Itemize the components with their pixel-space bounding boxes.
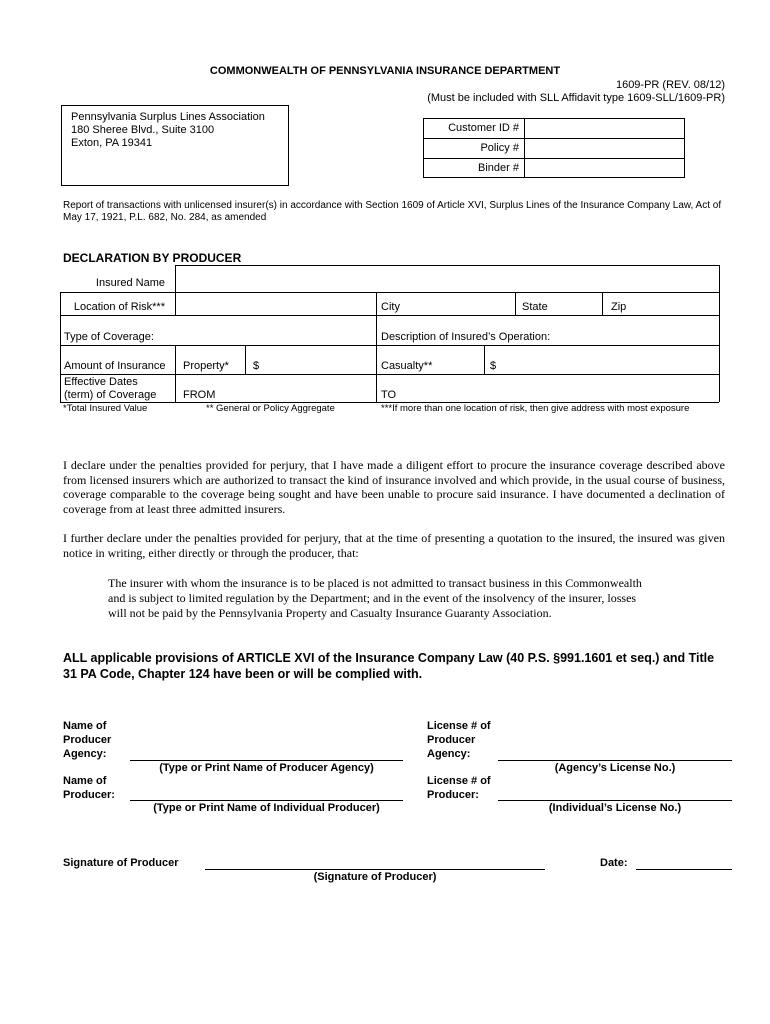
insurer-notice-paragraph: The insurer with whom the insurance is to be placed is not admitted to transact business in this Commonwealth and is subject to limited regulation by the Department; and in the event of the insolvency of the insurer, losses will not be paid by the Pennsylvania Property and Casualty Insurance Guaranty Association. (108, 576, 642, 620)
signature-caption: (Signature of Producer) (313, 871, 437, 883)
signature-field[interactable] (205, 850, 545, 868)
note-total-insured: *Total Insured Value (63, 403, 148, 414)
customer-id-field[interactable] (529, 122, 679, 136)
date-field[interactable] (636, 850, 732, 868)
agency-license-label: License # of Producer Agency: (427, 720, 491, 760)
producer-name-field[interactable] (130, 784, 403, 799)
producer-license-field[interactable] (498, 784, 732, 799)
to-label: TO (381, 389, 397, 401)
agency-name-field[interactable] (130, 744, 403, 759)
binder-label: Binder # (478, 162, 519, 174)
insured-name-field[interactable] (180, 268, 715, 290)
department-title: COMMONWEALTH OF PENNSYLVANIA INSURANCE DEPARTMENT (209, 65, 561, 77)
form-number: 1609-PR (REV. 08/12) (615, 79, 725, 91)
amount-label: Amount of Insurance (64, 360, 166, 372)
property-label: Property* (183, 360, 229, 372)
agency-name-caption: (Type or Print Name of Producer Agency) (159, 762, 374, 774)
address-line-3: Exton, PA 19341 (71, 137, 153, 149)
producer-name-label: Name of Producer: (63, 775, 115, 801)
state-label: State (522, 301, 548, 313)
property-dollar: $ (253, 360, 260, 372)
perjury-paragraph-2: I further declare under the penalties provided for perjury, that at the time of presenting a quotation to the insured, the insured was given notice in writing, either directly or through the producer, that: (63, 531, 725, 560)
zip-label: Zip (611, 301, 627, 313)
description-label: Description of Insured’s Operation: (381, 331, 551, 343)
affidavit-note: (Must be included with SLL Affidavit type 1609-SLL/1609-PR) (427, 92, 725, 104)
effective-dates-label-2: (term) of Coverage (64, 389, 157, 401)
casualty-label: Casualty** (381, 360, 433, 372)
from-label: FROM (183, 389, 216, 401)
insured-name-label: Insured Name (95, 277, 165, 289)
note-aggregate: ** General or Policy Aggregate (206, 403, 335, 414)
declaration-title: DECLARATION BY PRODUCER (63, 251, 242, 265)
address-line-1: Pennsylvania Surplus Lines Association (71, 111, 265, 123)
signature-label: Signature of Producer (63, 857, 179, 869)
location-label: Location of Risk*** (73, 301, 165, 313)
policy-label: Policy # (480, 142, 519, 154)
agency-name-label: Name of Producer Agency: (63, 720, 112, 760)
address-line-2: 180 Sheree Blvd., Suite 3100 (71, 124, 215, 136)
article-compliance: ALL applicable provisions of ARTICLE XVI of the Insurance Company Law (40 P.S. §991.1601 et seq.) and Title 31 PA Code, Chapter 124 have been or will be complied with. (63, 651, 715, 681)
policy-field[interactable] (529, 142, 679, 156)
producer-license-caption: (Individual’s License No.) (548, 802, 682, 814)
note-location: ***If more than one location of risk, then give address with most exposure (381, 403, 690, 414)
type-of-coverage-label: Type of Coverage: (64, 331, 154, 343)
agency-license-field[interactable] (498, 744, 732, 759)
city-label: City (381, 301, 400, 313)
location-field[interactable] (180, 295, 372, 313)
perjury-paragraph-1: I declare under the penalties provided for perjury, that I have made a diligent effort to procure the insurance coverage described above from licensed insurers which are authorized to transact the kind of insurance involved and which provide, in the usual course of business, coverage comparable to the coverage being sought and have been unable to procure said insurance. I have documented a declination of coverage from at least three admitted insurers. (63, 458, 725, 516)
customer-id-label: Customer ID # (448, 122, 519, 134)
producer-license-label: License # of Producer: (427, 775, 491, 801)
producer-name-caption: (Type or Print Name of Individual Producer) (153, 802, 380, 814)
binder-field[interactable] (529, 162, 679, 176)
effective-dates-label-1: Effective Dates (64, 376, 138, 388)
agency-license-caption: (Agency’s License No.) (554, 762, 676, 774)
date-label: Date: (600, 857, 628, 869)
casualty-dollar: $ (490, 360, 497, 372)
report-text: Report of transactions with unlicensed insurer(s) in accordance with Section 1609 of Article XVI, Surplus Lines of the Insurance Company Law, Act of May 17, 1921, P.L. 682, No. 284, as amended (63, 200, 722, 223)
